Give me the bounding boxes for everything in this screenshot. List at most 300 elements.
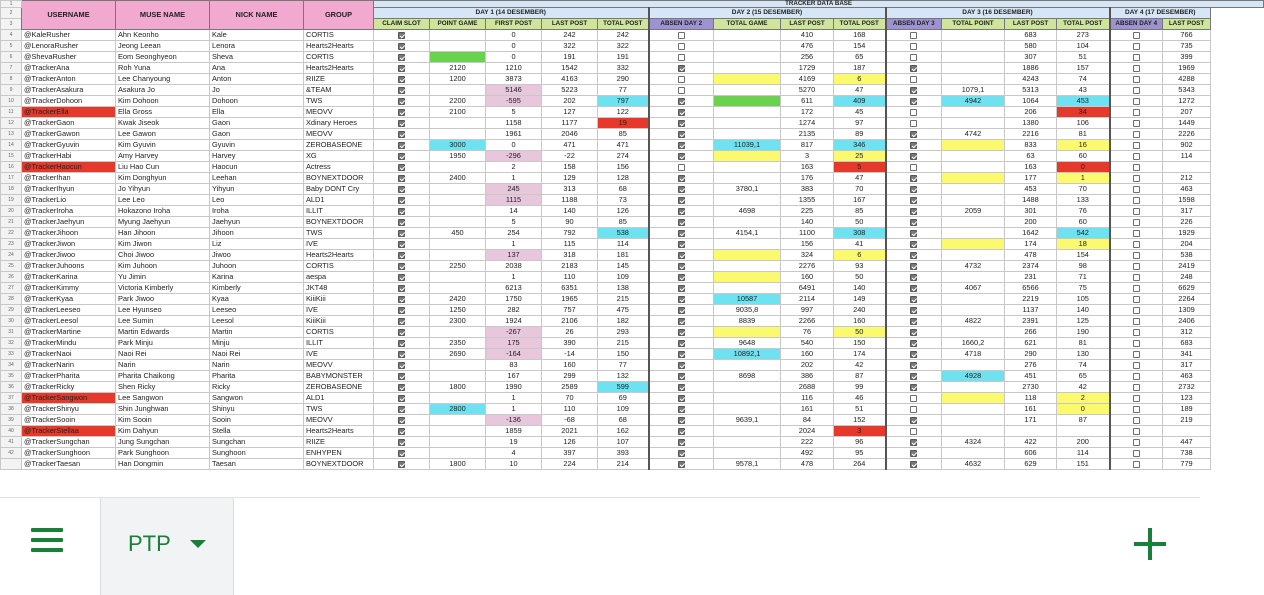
last-post-day1[interactable]: 158 <box>542 162 598 173</box>
checkbox[interactable] <box>678 219 685 226</box>
sub-header[interactable]: CLAIM SLOT <box>374 19 430 30</box>
first-post[interactable]: 14 <box>486 206 542 217</box>
username[interactable]: @LenoraRusher <box>22 41 116 52</box>
claim-slot-checkbox[interactable] <box>374 448 430 459</box>
checkbox[interactable] <box>910 98 917 105</box>
first-post[interactable]: -136 <box>486 415 542 426</box>
absen-day4-checkbox[interactable] <box>1110 239 1163 250</box>
first-post[interactable]: 1990 <box>486 382 542 393</box>
claim-slot-checkbox[interactable] <box>374 206 430 217</box>
point-game[interactable]: 2250 <box>430 261 486 272</box>
absen-day2-checkbox[interactable] <box>649 151 714 162</box>
total-post-day1[interactable]: 242 <box>598 30 649 41</box>
point-game[interactable] <box>430 162 486 173</box>
last-post-day2[interactable]: 1100 <box>781 228 834 239</box>
group[interactable]: ALD1 <box>304 393 374 404</box>
all-sheets-menu-button[interactable] <box>27 528 67 562</box>
row-number[interactable]: 7 <box>1 63 22 74</box>
checkbox[interactable] <box>1133 285 1140 292</box>
absen-day2-checkbox[interactable] <box>649 360 714 371</box>
absen-day3-checkbox[interactable] <box>886 415 942 426</box>
absen-day2-checkbox[interactable] <box>649 140 714 151</box>
claim-slot-checkbox[interactable] <box>374 327 430 338</box>
total-point-day3[interactable] <box>942 52 1005 63</box>
total-game-day2[interactable]: 4154,1 <box>714 228 781 239</box>
absen-day4-checkbox[interactable] <box>1110 30 1163 41</box>
total-game-day2[interactable] <box>714 437 781 448</box>
total-game-day2[interactable] <box>714 250 781 261</box>
point-game[interactable] <box>430 393 486 404</box>
total-game-day2[interactable] <box>714 217 781 228</box>
checkbox[interactable] <box>678 120 685 127</box>
first-post[interactable]: 1924 <box>486 316 542 327</box>
total-point-day3[interactable] <box>942 404 1005 415</box>
username[interactable]: @TrackerKyaa <box>22 294 116 305</box>
checkbox[interactable] <box>398 98 405 105</box>
absen-day3-checkbox[interactable] <box>886 52 942 63</box>
checkbox[interactable] <box>910 274 917 281</box>
total-post-day2[interactable]: 97 <box>834 118 886 129</box>
nick-name[interactable]: Narin <box>210 360 304 371</box>
last-post-day1[interactable]: 202 <box>542 96 598 107</box>
last-post-day2[interactable]: 160 <box>781 272 834 283</box>
muse-name[interactable]: Lee Sumin <box>116 316 210 327</box>
last-post-day1[interactable]: 1542 <box>542 63 598 74</box>
last-post-day3[interactable]: 6566 <box>1005 283 1057 294</box>
total-point-day3[interactable] <box>942 294 1005 305</box>
checkbox[interactable] <box>678 65 685 72</box>
total-point-day3[interactable]: 4324 <box>942 437 1005 448</box>
sub-header[interactable]: LAST POST <box>542 19 598 30</box>
total-post-day3[interactable]: 200 <box>1057 437 1110 448</box>
nick-name[interactable]: Haocun <box>210 162 304 173</box>
total-post-day2[interactable]: 3 <box>834 426 886 437</box>
point-game[interactable]: 1250 <box>430 305 486 316</box>
username[interactable]: @TrackerLio <box>22 195 116 206</box>
point-game[interactable] <box>430 30 486 41</box>
muse-name[interactable]: Shen Ricky <box>116 382 210 393</box>
last-post-day4[interactable]: 317 <box>1163 206 1211 217</box>
first-post[interactable]: 1 <box>486 393 542 404</box>
checkbox[interactable] <box>1133 417 1140 424</box>
checkbox[interactable] <box>678 197 685 204</box>
last-post-day1[interactable]: 1965 <box>542 294 598 305</box>
checkbox[interactable] <box>1133 384 1140 391</box>
absen-day3-checkbox[interactable] <box>886 437 942 448</box>
claim-slot-checkbox[interactable] <box>374 184 430 195</box>
total-game-day2[interactable]: 8839 <box>714 316 781 327</box>
total-post-day1[interactable]: 181 <box>598 250 649 261</box>
username[interactable]: @TrackerAna <box>22 63 116 74</box>
last-post-day2[interactable]: 176 <box>781 173 834 184</box>
first-post[interactable]: 167 <box>486 371 542 382</box>
first-post[interactable]: 245 <box>486 184 542 195</box>
total-post-day1[interactable]: 274 <box>598 151 649 162</box>
last-post-day3[interactable]: 290 <box>1005 349 1057 360</box>
absen-day3-checkbox[interactable] <box>886 173 942 184</box>
last-post-day1[interactable]: 2589 <box>542 382 598 393</box>
last-post-day1[interactable]: -68 <box>542 415 598 426</box>
checkbox[interactable] <box>910 43 917 50</box>
total-point-day3[interactable] <box>942 250 1005 261</box>
row-number[interactable]: 17 <box>1 173 22 184</box>
total-post-day2[interactable]: 70 <box>834 184 886 195</box>
total-post-day2[interactable]: 45 <box>834 107 886 118</box>
total-post-day3[interactable]: 105 <box>1057 294 1110 305</box>
claim-slot-checkbox[interactable] <box>374 338 430 349</box>
absen-day4-checkbox[interactable] <box>1110 327 1163 338</box>
absen-day3-checkbox[interactable] <box>886 63 942 74</box>
absen-day3-checkbox[interactable] <box>886 96 942 107</box>
nick-name[interactable]: Leesol <box>210 316 304 327</box>
total-point-day3[interactable] <box>942 74 1005 85</box>
total-post-day3[interactable]: 60 <box>1057 217 1110 228</box>
last-post-day4[interactable]: 317 <box>1163 360 1211 371</box>
nick-name[interactable]: Taesan <box>210 459 304 470</box>
checkbox[interactable] <box>910 186 917 193</box>
column-header-muse-name[interactable]: MUSE NAME <box>116 1 210 30</box>
row-number[interactable]: 39 <box>1 415 22 426</box>
last-post-day3[interactable]: 478 <box>1005 250 1057 261</box>
last-post-day2[interactable]: 163 <box>781 162 834 173</box>
checkbox[interactable] <box>1133 175 1140 182</box>
last-post-day3[interactable]: 606 <box>1005 448 1057 459</box>
group[interactable]: Hearts2Hearts <box>304 41 374 52</box>
last-post-day3[interactable]: 580 <box>1005 41 1057 52</box>
row-number[interactable]: 18 <box>1 184 22 195</box>
checkbox[interactable] <box>1133 219 1140 226</box>
checkbox[interactable] <box>678 428 685 435</box>
claim-slot-checkbox[interactable] <box>374 41 430 52</box>
checkbox[interactable] <box>910 32 917 39</box>
last-post-day3[interactable]: 174 <box>1005 239 1057 250</box>
absen-day4-checkbox[interactable] <box>1110 151 1163 162</box>
checkbox[interactable] <box>1133 164 1140 171</box>
row-number[interactable]: 10 <box>1 96 22 107</box>
checkbox[interactable] <box>910 252 917 259</box>
claim-slot-checkbox[interactable] <box>374 217 430 228</box>
total-point-day3[interactable] <box>942 426 1005 437</box>
last-post-day3[interactable]: 266 <box>1005 327 1057 338</box>
checkbox[interactable] <box>1133 263 1140 270</box>
total-post-day3[interactable]: 1 <box>1057 173 1110 184</box>
last-post-day4[interactable] <box>1163 162 1211 173</box>
total-post-day2[interactable]: 95 <box>834 448 886 459</box>
group[interactable]: CORTIS <box>304 327 374 338</box>
username[interactable]: @TrackerHaocun <box>22 162 116 173</box>
sub-header[interactable]: LAST POST <box>1163 19 1211 30</box>
total-post-day1[interactable]: 145 <box>598 261 649 272</box>
last-post-day2[interactable]: 3 <box>781 151 834 162</box>
nick-name[interactable]: Ana <box>210 63 304 74</box>
total-post-day1[interactable]: 290 <box>598 74 649 85</box>
absen-day3-checkbox[interactable] <box>886 448 942 459</box>
last-post-day1[interactable]: -22 <box>542 151 598 162</box>
row-number[interactable]: 32 <box>1 338 22 349</box>
checkbox[interactable] <box>910 318 917 325</box>
checkbox[interactable] <box>398 384 405 391</box>
checkbox[interactable] <box>398 142 405 149</box>
absen-day3-checkbox[interactable] <box>886 30 942 41</box>
muse-name[interactable]: Yu Jimin <box>116 272 210 283</box>
total-game-day2[interactable]: 4698 <box>714 206 781 217</box>
muse-name[interactable]: Choi Jiwoo <box>116 250 210 261</box>
total-point-day3[interactable] <box>942 195 1005 206</box>
last-post-day4[interactable]: 248 <box>1163 272 1211 283</box>
checkbox[interactable] <box>678 417 685 424</box>
last-post-day3[interactable]: 307 <box>1005 52 1057 63</box>
last-post-day4[interactable]: 1449 <box>1163 118 1211 129</box>
sub-header[interactable]: ABSEN DAY 3 <box>886 19 942 30</box>
username[interactable]: @TrackerIroha <box>22 206 116 217</box>
row-number[interactable]: 3 <box>1 19 22 30</box>
checkbox[interactable] <box>1133 274 1140 281</box>
total-game-day2[interactable] <box>714 30 781 41</box>
total-post-day1[interactable]: 122 <box>598 107 649 118</box>
last-post-day2[interactable]: 84 <box>781 415 834 426</box>
checkbox[interactable] <box>1133 186 1140 193</box>
last-post-day3[interactable]: 1886 <box>1005 63 1057 74</box>
checkbox[interactable] <box>1133 131 1140 138</box>
absen-day3-checkbox[interactable] <box>886 305 942 316</box>
checkbox[interactable] <box>678 263 685 270</box>
absen-day3-checkbox[interactable] <box>886 426 942 437</box>
checkbox[interactable] <box>1133 120 1140 127</box>
absen-day3-checkbox[interactable] <box>886 338 942 349</box>
first-post[interactable]: 19 <box>486 437 542 448</box>
sub-header[interactable]: TOTAL POST <box>834 19 886 30</box>
checkbox[interactable] <box>1133 252 1140 259</box>
last-post-day3[interactable]: 453 <box>1005 184 1057 195</box>
point-game[interactable] <box>430 206 486 217</box>
first-post[interactable]: 1 <box>486 272 542 283</box>
point-game[interactable]: 1200 <box>430 74 486 85</box>
absen-day4-checkbox[interactable] <box>1110 228 1163 239</box>
absen-day2-checkbox[interactable] <box>649 459 714 470</box>
checkbox[interactable] <box>678 351 685 358</box>
total-point-day3[interactable] <box>942 217 1005 228</box>
absen-day4-checkbox[interactable] <box>1110 283 1163 294</box>
row-number[interactable]: 26 <box>1 272 22 283</box>
total-post-day3[interactable]: 273 <box>1057 30 1110 41</box>
claim-slot-checkbox[interactable] <box>374 261 430 272</box>
total-post-day2[interactable]: 87 <box>834 371 886 382</box>
group[interactable]: Actress <box>304 162 374 173</box>
checkbox[interactable] <box>398 65 405 72</box>
row-number[interactable]: 21 <box>1 217 22 228</box>
sub-header[interactable]: TOTAL GAME <box>714 19 781 30</box>
total-game-day2[interactable]: 9639,1 <box>714 415 781 426</box>
absen-day4-checkbox[interactable] <box>1110 107 1163 118</box>
checkbox[interactable] <box>910 362 917 369</box>
checkbox[interactable] <box>1133 109 1140 116</box>
last-post-day1[interactable]: 471 <box>542 140 598 151</box>
last-post-day3[interactable]: 1642 <box>1005 228 1057 239</box>
absen-day4-checkbox[interactable] <box>1110 173 1163 184</box>
total-post-day1[interactable]: 69 <box>598 393 649 404</box>
last-post-day3[interactable]: 2216 <box>1005 129 1057 140</box>
last-post-day2[interactable]: 116 <box>781 393 834 404</box>
total-post-day2[interactable]: 346 <box>834 140 886 151</box>
checkbox[interactable] <box>398 296 405 303</box>
absen-day2-checkbox[interactable] <box>649 228 714 239</box>
total-post-day3[interactable]: 154 <box>1057 250 1110 261</box>
checkbox[interactable] <box>678 98 685 105</box>
group[interactable]: Hearts2Hearts <box>304 426 374 437</box>
last-post-day1[interactable]: 299 <box>542 371 598 382</box>
total-post-day2[interactable]: 99 <box>834 382 886 393</box>
last-post-day2[interactable]: 2114 <box>781 294 834 305</box>
checkbox[interactable] <box>398 197 405 204</box>
day-header-3[interactable]: DAY 3 (16 DESEMBER) <box>886 8 1110 19</box>
total-post-day1[interactable]: 73 <box>598 195 649 206</box>
checkbox[interactable] <box>398 32 405 39</box>
claim-slot-checkbox[interactable] <box>374 272 430 283</box>
last-post-day3[interactable]: 1380 <box>1005 118 1057 129</box>
absen-day2-checkbox[interactable] <box>649 327 714 338</box>
total-game-day2[interactable] <box>714 63 781 74</box>
username[interactable]: @TrackerTaesan <box>22 459 116 470</box>
point-game[interactable]: 450 <box>430 228 486 239</box>
total-post-day3[interactable]: 2 <box>1057 393 1110 404</box>
last-post-day2[interactable]: 4169 <box>781 74 834 85</box>
total-post-day1[interactable]: 128 <box>598 173 649 184</box>
username[interactable]: @TrackerJaehyun <box>22 217 116 228</box>
last-post-day1[interactable]: 1188 <box>542 195 598 206</box>
absen-day4-checkbox[interactable] <box>1110 459 1163 470</box>
total-point-day3[interactable] <box>942 140 1005 151</box>
nick-name[interactable]: Liz <box>210 239 304 250</box>
checkbox[interactable] <box>398 252 405 259</box>
absen-day3-checkbox[interactable] <box>886 283 942 294</box>
checkbox[interactable] <box>910 395 917 402</box>
last-post-day2[interactable]: 6491 <box>781 283 834 294</box>
total-game-day2[interactable] <box>714 327 781 338</box>
username[interactable]: @TrackerKarina <box>22 272 116 283</box>
muse-name[interactable]: Lee Gawon <box>116 129 210 140</box>
total-point-day3[interactable]: 4928 <box>942 371 1005 382</box>
total-game-day2[interactable]: 10587 <box>714 294 781 305</box>
checkbox[interactable] <box>1133 153 1140 160</box>
checkbox[interactable] <box>678 43 685 50</box>
nick-name[interactable]: Lenora <box>210 41 304 52</box>
username[interactable]: @ShevaRusher <box>22 52 116 63</box>
last-post-day2[interactable]: 222 <box>781 437 834 448</box>
claim-slot-checkbox[interactable] <box>374 250 430 261</box>
checkbox[interactable] <box>678 241 685 248</box>
group[interactable]: RIIZE <box>304 437 374 448</box>
nick-name[interactable]: Yihyun <box>210 184 304 195</box>
sub-header[interactable]: LAST POST <box>1005 19 1057 30</box>
last-post-day3[interactable]: 63 <box>1005 151 1057 162</box>
nick-name[interactable]: Leehan <box>210 173 304 184</box>
total-post-day1[interactable]: 85 <box>598 129 649 140</box>
last-post-day4[interactable]: 766 <box>1163 30 1211 41</box>
point-game[interactable] <box>430 195 486 206</box>
absen-day3-checkbox[interactable] <box>886 107 942 118</box>
checkbox[interactable] <box>1133 230 1140 237</box>
absen-day4-checkbox[interactable] <box>1110 129 1163 140</box>
nick-name[interactable]: Gaon <box>210 129 304 140</box>
total-post-day1[interactable]: 85 <box>598 217 649 228</box>
group[interactable]: BOYNEXTDOOR <box>304 459 374 470</box>
claim-slot-checkbox[interactable] <box>374 85 430 96</box>
row-number[interactable]: 16 <box>1 162 22 173</box>
point-game[interactable] <box>430 426 486 437</box>
absen-day2-checkbox[interactable] <box>649 206 714 217</box>
absen-day4-checkbox[interactable] <box>1110 140 1163 151</box>
claim-slot-checkbox[interactable] <box>374 305 430 316</box>
muse-name[interactable]: Kim Juhoon <box>116 261 210 272</box>
total-post-day3[interactable]: 0 <box>1057 162 1110 173</box>
last-post-day3[interactable]: 5313 <box>1005 85 1057 96</box>
nick-name[interactable]: Pharita <box>210 371 304 382</box>
absen-day4-checkbox[interactable] <box>1110 437 1163 448</box>
total-post-day3[interactable]: 34 <box>1057 107 1110 118</box>
total-post-day2[interactable]: 65 <box>834 52 886 63</box>
first-post[interactable]: 1158 <box>486 118 542 129</box>
muse-name[interactable]: Hokazono Iroha <box>116 206 210 217</box>
nick-name[interactable]: Jihoon <box>210 228 304 239</box>
nick-name[interactable]: Jiwoo <box>210 250 304 261</box>
claim-slot-checkbox[interactable] <box>374 316 430 327</box>
total-game-day2[interactable] <box>714 393 781 404</box>
nick-name[interactable]: Shinyu <box>210 404 304 415</box>
last-post-day2[interactable]: 492 <box>781 448 834 459</box>
last-post-day4[interactable]: 2419 <box>1163 261 1211 272</box>
checkbox[interactable] <box>678 395 685 402</box>
point-game[interactable]: 1800 <box>430 459 486 470</box>
checkbox[interactable] <box>678 32 685 39</box>
checkbox[interactable] <box>678 186 685 193</box>
checkbox[interactable] <box>910 219 917 226</box>
total-post-day3[interactable]: 60 <box>1057 151 1110 162</box>
checkbox[interactable] <box>398 395 405 402</box>
row-number[interactable]: 5 <box>1 41 22 52</box>
checkbox[interactable] <box>1133 307 1140 314</box>
total-post-day1[interactable]: 77 <box>598 85 649 96</box>
point-game[interactable] <box>430 283 486 294</box>
checkbox[interactable] <box>910 417 917 424</box>
absen-day4-checkbox[interactable] <box>1110 63 1163 74</box>
nick-name[interactable]: Leo <box>210 195 304 206</box>
absen-day2-checkbox[interactable] <box>649 349 714 360</box>
checkbox[interactable] <box>910 461 917 468</box>
row-number[interactable]: 12 <box>1 118 22 129</box>
point-game[interactable]: 2200 <box>430 96 486 107</box>
total-post-day3[interactable]: 114 <box>1057 448 1110 459</box>
checkbox[interactable] <box>910 76 917 83</box>
total-post-day1[interactable]: 162 <box>598 426 649 437</box>
checkbox[interactable] <box>398 406 405 413</box>
total-post-day1[interactable]: 109 <box>598 272 649 283</box>
total-post-day2[interactable]: 47 <box>834 85 886 96</box>
last-post-day4[interactable]: 5343 <box>1163 85 1211 96</box>
absen-day4-checkbox[interactable] <box>1110 305 1163 316</box>
total-post-day3[interactable]: 98 <box>1057 261 1110 272</box>
point-game[interactable] <box>430 239 486 250</box>
total-point-day3[interactable]: 4718 <box>942 349 1005 360</box>
last-post-day1[interactable]: 318 <box>542 250 598 261</box>
absen-day2-checkbox[interactable] <box>649 41 714 52</box>
last-post-day4[interactable]: 1272 <box>1163 96 1211 107</box>
group[interactable]: BOYNEXTDOOR <box>304 173 374 184</box>
last-post-day2[interactable]: 2024 <box>781 426 834 437</box>
last-post-day4[interactable]: 447 <box>1163 437 1211 448</box>
total-post-day2[interactable]: 93 <box>834 261 886 272</box>
checkbox[interactable] <box>398 219 405 226</box>
total-post-day3[interactable] <box>1057 426 1110 437</box>
